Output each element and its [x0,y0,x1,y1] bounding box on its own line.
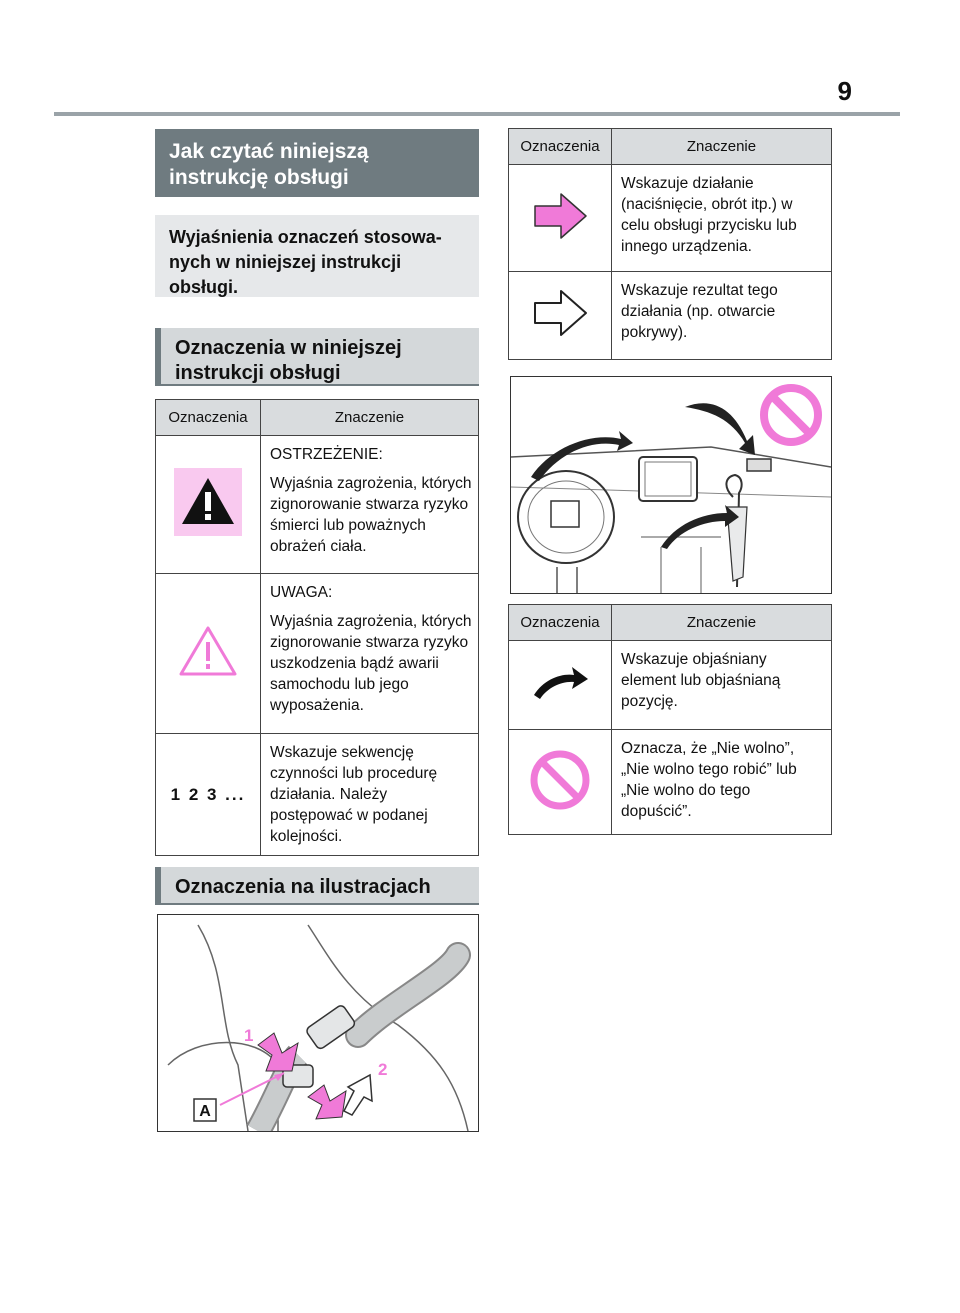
section-heading-illustration-symbols: Oznaczenia na ilustracjach [155,867,479,905]
chapter-title: Jak czytać niniejszą instrukcję obsługi [155,129,479,197]
dashboard-illustration [510,376,832,594]
sequence-numbers-icon: 1 2 3 ... [170,784,246,804]
warning-triangle-filled-icon [174,523,242,540]
column-header-symbols: Oznaczenia [509,129,612,165]
column-header-symbols: Oznaczenia [156,400,261,436]
column-header-meaning: Znaczenie [261,400,479,436]
seatbelt-illustration [157,914,479,1132]
table-row [156,574,479,734]
row-text: Wskazuje sekwencję czynności lub procedurę działania. Należy postępować w podanej kolejności. [270,744,438,845]
row-text: Wyjaśnia zagrożenia, których zignorowanie stwarza ryzyko śmierci lub poważnych obrażeń ciała. [270,475,472,555]
column-header-meaning: Znaczenie [612,129,832,165]
table-row [509,730,832,835]
row-text: Wskazuje działanie (naciśnięcie, obrót itp.) w celu obsługi przycisku lub innego urządzenia. [612,165,832,272]
table-row [509,272,832,360]
page-number: 9 [837,76,852,106]
table-row [509,165,832,272]
row-text: Wskazuje objaśniany element lub objaśnianą pozycję. [612,641,832,730]
curved-pointer-arrow-icon [530,690,590,707]
header-rule [54,112,900,116]
row-text: Wyjaśnia zagrożenia, których zignorowanie stwarza ryzyko uszkodzenia bądź awarii samochodu lub jego wyposażenia. [270,613,472,714]
row-label-caution: UWAGA: [270,584,333,601]
outline-result-arrow-icon [531,325,589,342]
table-row [509,641,832,730]
column-header-meaning: Znaczenie [612,605,832,641]
table-row [156,734,479,856]
pink-action-arrow-icon [531,228,589,245]
chapter-subtitle: Wyjaśnienia oznaczeń stosowa-nych w niniejszej instrukcji obsługi. [155,215,479,297]
symbols-table [155,399,479,856]
prohibition-sign-icon [529,798,591,815]
section-heading-manual-symbols: Oznaczenia w niniejszej instrukcji obsługi [155,328,479,386]
label-1: 1 [244,1026,254,1045]
table-row [156,436,479,574]
row-label-warning: OSTRZEŻENIE: [270,446,383,463]
symbols-table-arrows [508,128,832,360]
caution-triangle-outline-icon [178,664,238,681]
row-text: Oznacza, że „Nie wolno”, „Nie wolno tego robić” lub „Nie wolno do tego dopuścić”. [612,730,832,835]
label-a: A [199,1103,211,1120]
row-text: Wskazuje rezultat tego działania (np. otwarcie pokrywy). [612,272,832,360]
label-2: 2 [378,1060,388,1079]
symbols-table-pointers [508,604,832,835]
column-header-symbols: Oznaczenia [509,605,612,641]
